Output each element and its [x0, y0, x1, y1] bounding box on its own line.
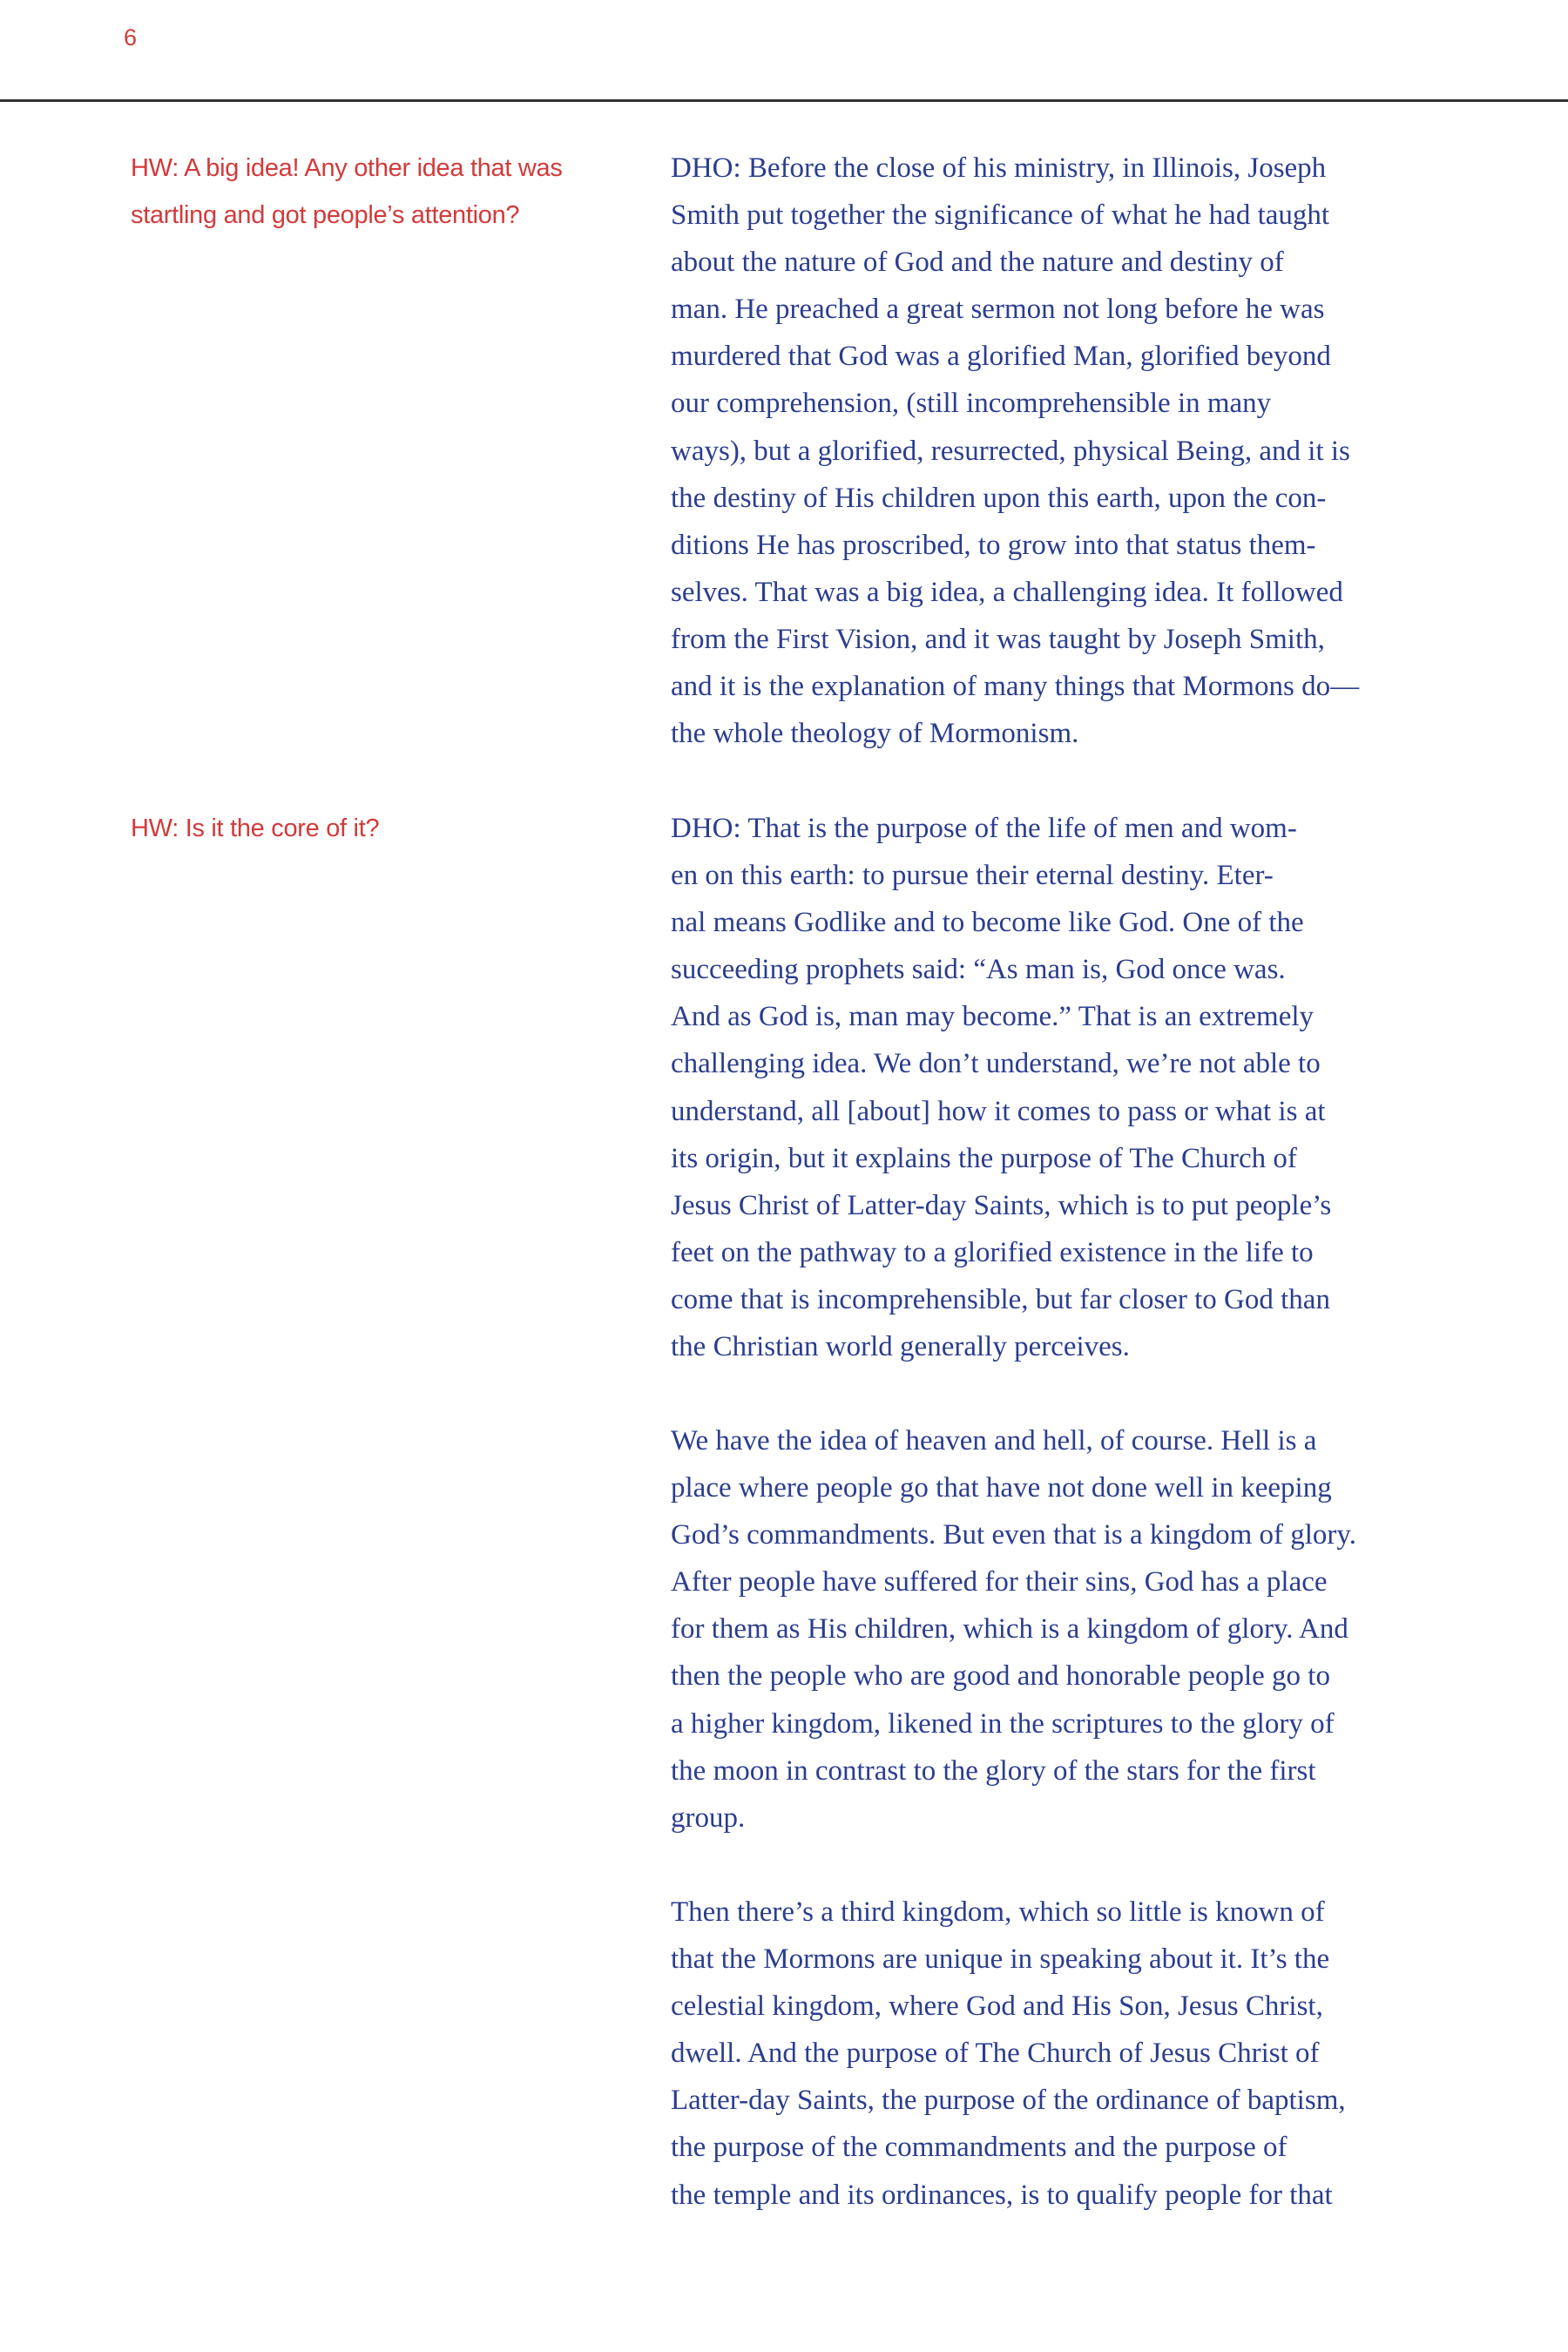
- answer-paragraph-heaven-hell: We have the idea of heaven and hell, of course. Hell is a place where people go that have not done well in keeping God’s commandments. But even that is a kingdom of glory. After people have suffered for their sins, God has a place for them as His children, which is a kingdom of glory. And then the people who are good and honorable people go to a higher kingdom, likened in the scriptures to the glory of the moon in contrast to the glory of the stars for the first group.: [671, 1425, 1357, 1834]
- page-number: 6: [124, 24, 138, 51]
- interviewee-answer-2: DHO: That is the purpose of the life of men and wom- en on this earth: to pursue their eternal destiny. Eter- nal means Godlike and to become like God. One of the succeeding prophets said: “As man is, God once was. And as God is, man may become.” That is an extremely challenging idea. We don’t understand, we’re not able to understand, all [about] how it comes to pass or what is at its origin, but it explains the purpose of The Church of Jesus Christ of Latter-day Saints, which is to put people’s feet on the pathway to a glorified existence in the life to come that is incomprehensible, but far closer to God than the Christian world generally perceives.: [671, 813, 1332, 1363]
- interviewer-question-2: HW: Is it the core of it?: [131, 814, 380, 842]
- answer-paragraph-celestial-kingdom: Then there’s a third kingdom, which so little is known of that the Mormons are unique in speaking about it. It’s the celestial kingdom, where God and His Son, Jesus Christ, dwell. And the purpose of The Church of Jesus Christ of Latter-day Saints, the purpose of the ordinance of baptism, the purpose of the commandments and the purpose of the temple and its ordinances, is to qualify people for that: [671, 1896, 1346, 2211]
- interviewer-question-1: HW: A big idea! Any other idea that was startling and got people’s attention?: [131, 154, 563, 229]
- interviewee-answer-1: DHO: Before the close of his ministry, in Illinois, Joseph Smith put together the significance of what he had taught about the nature of God and the nature and destiny of man. He preached a great sermon not long before he was murdered that God was a glorified Man, glorified beyond our comprehension, (still incomprehensible in many ways), but a glorified, resurrected, physical Being, and it is the destiny of His children upon this earth, upon the con- ditions He has proscribed, to grow into that status them- selves. That was a big idea, a challenging idea. It followed from the First Vision, and it was taught by Joseph Smith, and it is the explanation of many things that Mormons do— the whole theology of Mormonism.: [671, 152, 1360, 750]
- header-rule: [0, 99, 1568, 102]
